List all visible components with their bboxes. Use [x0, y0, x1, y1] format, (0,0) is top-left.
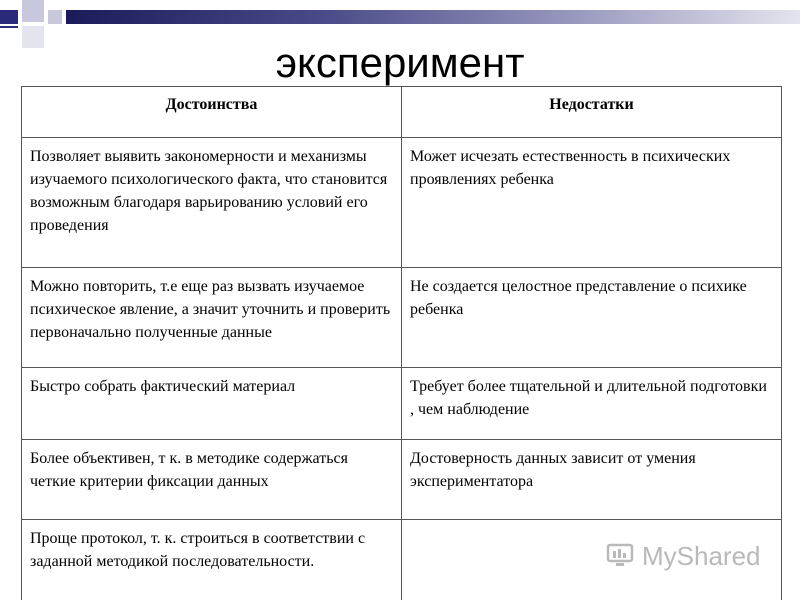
watermark [606, 538, 776, 574]
disadvantage-cell: Может исчезать естественность в психических проявлениях ребенка [402, 138, 782, 268]
watermark-text: MyShared [642, 540, 761, 571]
comparison-table [21, 86, 782, 600]
table-row [22, 368, 782, 440]
table-row [22, 138, 782, 268]
header-advantages: Достоинства [22, 87, 402, 138]
table-row [22, 440, 782, 520]
advantage-cell: Позволяет выявить закономерности и механизмы изучаемого психологического факта, что становится возможным благодаря варьированию условий его проведения [22, 138, 402, 268]
disadvantage-cell: Не создается целостное представление о психике ребенка [402, 268, 782, 368]
advantage-cell: Более объективен, т к. в методике содержаться четкие критерии фиксации данных [22, 440, 402, 520]
decor-square [48, 10, 62, 24]
table-header-row [22, 87, 782, 138]
myshared-logo-icon [606, 541, 636, 571]
advantage-cell: Можно повторить, т.е еще раз вызвать изучаемое психическое явление, а значит уточнить и проверить первоначально полученные данные [22, 268, 402, 368]
header-gradient-bar [66, 10, 800, 24]
advantage-cell: Быстро собрать фактический материал [22, 368, 402, 440]
header-divider [0, 24, 800, 26]
decor-square [22, 0, 44, 22]
header-disadvantages: Недостатки [402, 87, 782, 138]
slide-title: эксперимент [275, 39, 525, 86]
disadvantage-cell: Достоверность данных зависит от умения экспериментатора [402, 440, 782, 520]
table-row [22, 268, 782, 368]
advantage-cell: Проще протокол, т. к. строиться в соответствии с заданной методикой последовательности. [22, 520, 402, 600]
disadvantage-cell: Требует более тщательной и длительной подготовки , чем наблюдение [402, 368, 782, 440]
